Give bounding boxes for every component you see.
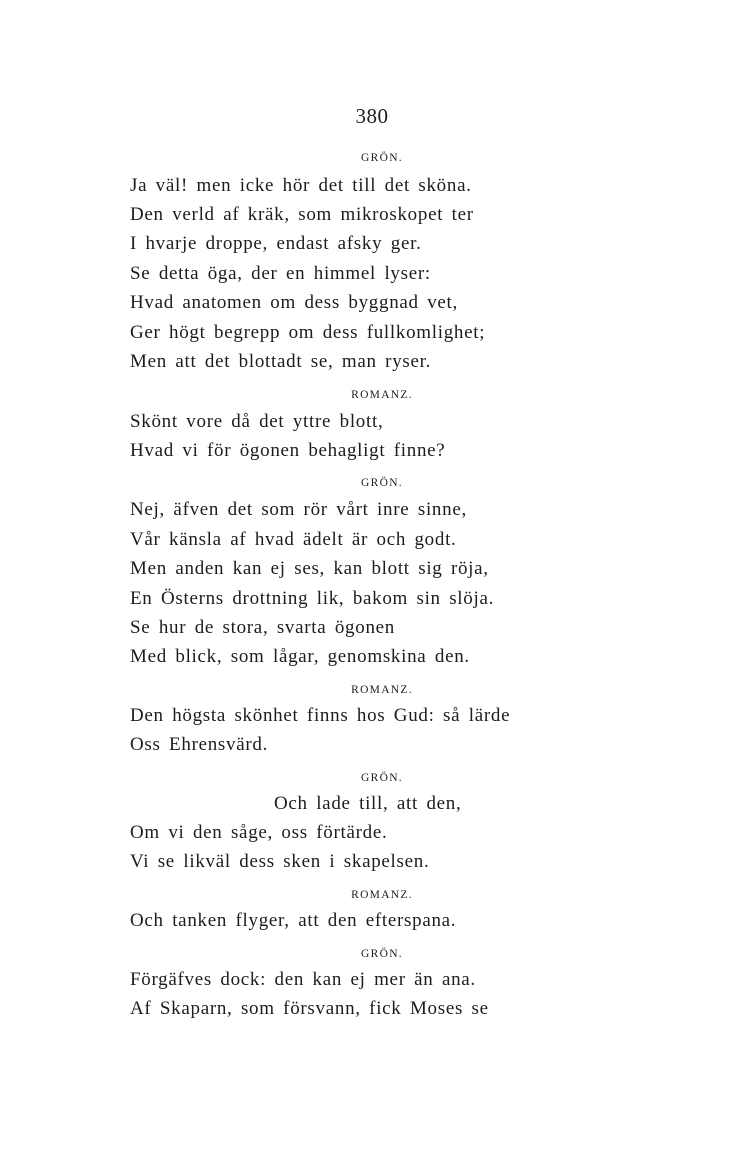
verse-line: Men anden kan ej ses, kan blott sig röja, xyxy=(130,558,489,579)
verse-line: Men att det blottadt se, man ryser. xyxy=(130,351,432,372)
verse-line: Förgäfves dock: den kan ej mer än ana. xyxy=(130,969,476,990)
verse-line: Skönt vore då det yttre blott, xyxy=(130,411,384,432)
page-number: 380 xyxy=(355,104,389,128)
verse-line: Oss Ehrensvärd. xyxy=(130,734,269,755)
verse-line: Den verld af kräk, som mikroskopet ter xyxy=(130,204,474,225)
verse-line: Af Skaparn, som försvann, fick Moses se xyxy=(130,998,489,1019)
verse-line: Och tanken flyger, att den efterspana. xyxy=(130,910,457,931)
speaker-label: GRÖN. xyxy=(361,948,403,960)
verse-line: Nej, äfven det som rör vårt inre sinne, xyxy=(130,499,467,520)
speaker-label: ROMANZ. xyxy=(351,889,413,901)
verse-line: Se detta öga, der en himmel lyser: xyxy=(130,263,431,284)
speaker-label: GRÖN. xyxy=(361,772,403,784)
verse-line: Ja väl! men icke hör det till det sköna. xyxy=(130,175,472,196)
speaker-label: ROMANZ. xyxy=(351,684,413,696)
verse-line: En Österns drottning lik, bakom sin slöja. xyxy=(130,588,495,609)
verse-line: Och lade till, att den, xyxy=(274,793,462,814)
verse-line: Se hur de stora, svarta ögonen xyxy=(130,617,395,638)
verse-line: Hvad vi för ögonen behagligt finne? xyxy=(130,440,446,461)
verse-line: Om vi den såge, oss förtärde. xyxy=(130,822,388,843)
verse-line: Hvad anatomen om dess byggnad vet, xyxy=(130,292,458,313)
verse-line: Vi se likväl dess sken i skapelsen. xyxy=(130,851,430,872)
speaker-label: ROMANZ. xyxy=(351,389,413,401)
speaker-label: GRÖN. xyxy=(361,152,403,164)
verse-line: Ger högt begrepp om dess fullkomlighet; xyxy=(130,322,486,343)
verse-line: Den högsta skönhet finns hos Gud: så lärde xyxy=(130,705,511,726)
verse-line: Vår känsla af hvad ädelt är och godt. xyxy=(130,529,457,550)
verse-line: Med blick, som lågar, genomskina den. xyxy=(130,646,470,667)
verse-line: I hvarje droppe, endast afsky ger. xyxy=(130,233,422,254)
speaker-label: GRÖN. xyxy=(361,477,403,489)
